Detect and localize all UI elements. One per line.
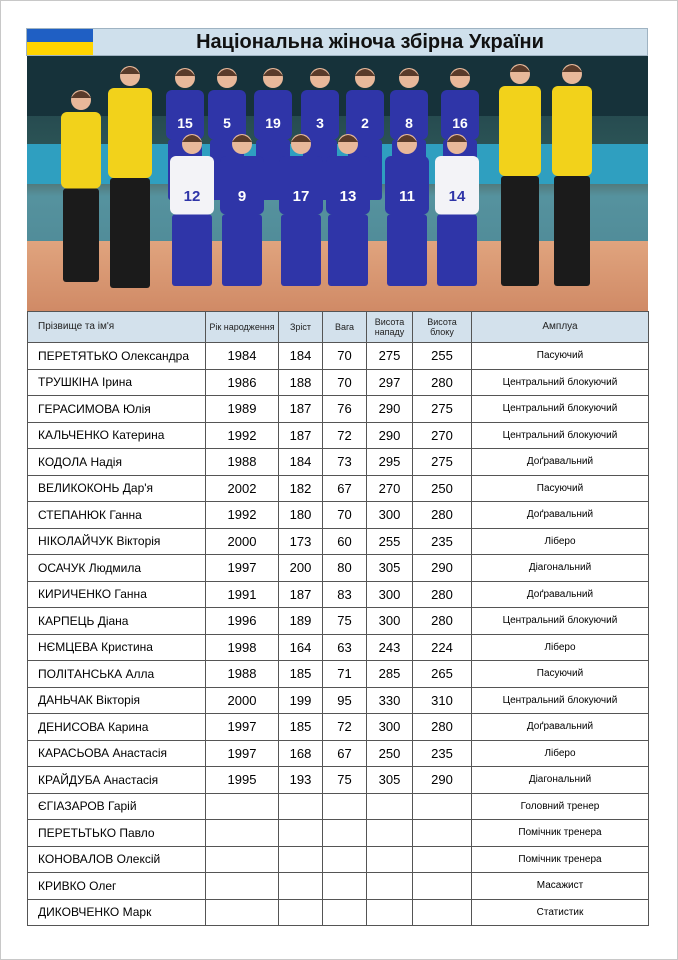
jersey-number: 3 <box>316 115 324 131</box>
header-height: Зріст <box>279 312 323 343</box>
cell-birth-year <box>206 820 279 847</box>
ukraine-flag-icon <box>27 29 93 55</box>
cell-weight: 75 <box>323 608 367 635</box>
front-row-player <box>170 134 214 286</box>
cell-attack-height <box>367 793 413 820</box>
table-row <box>28 422 649 449</box>
cell-block-height: 290 <box>413 555 472 582</box>
cell-block-height: 280 <box>413 714 472 741</box>
cell-weight: 71 <box>323 661 367 688</box>
cell-block-height <box>413 846 472 873</box>
cell-weight <box>323 846 367 873</box>
cell-block-height: 290 <box>413 767 472 794</box>
cell-block-height: 235 <box>413 740 472 767</box>
roster-table <box>27 311 649 926</box>
cell-role: Діагональний <box>472 555 649 582</box>
cell-block-height: 275 <box>413 449 472 476</box>
cell-block-height <box>413 793 472 820</box>
page-title: Національна жіноча збірна України <box>196 31 544 53</box>
cell-birth-year: 1998 <box>206 634 279 661</box>
table-row <box>28 634 649 661</box>
jersey-number: 15 <box>177 115 193 131</box>
cell-block-height: 280 <box>413 581 472 608</box>
cell-birth-year: 1995 <box>206 767 279 794</box>
header-block-height: Висота блоку <box>413 312 472 343</box>
table-row <box>28 846 649 873</box>
cell-name: КАЛЬЧЕНКО Катерина <box>28 422 206 449</box>
cell-height <box>279 793 323 820</box>
front-row-player <box>435 134 479 286</box>
cell-role: Масажист <box>472 873 649 900</box>
cell-block-height: 280 <box>413 608 472 635</box>
cell-weight: 73 <box>323 449 367 476</box>
cell-role: Пасуючий <box>472 343 649 370</box>
coach-figure <box>61 90 101 282</box>
cell-attack-height: 300 <box>367 581 413 608</box>
coach-figure <box>552 64 592 286</box>
table-row <box>28 475 649 502</box>
cell-block-height <box>413 873 472 900</box>
cell-attack-height: 330 <box>367 687 413 714</box>
cell-name: СТЕПАНЮК Ганна <box>28 502 206 529</box>
cell-name: ДИКОВЧЕНКО Марк <box>28 899 206 926</box>
cell-role: Пасуючий <box>472 661 649 688</box>
cell-name: ВЕЛИКОКОНЬ Дар'я <box>28 475 206 502</box>
cell-birth-year <box>206 899 279 926</box>
header-weight: Вага <box>323 312 367 343</box>
cell-weight <box>323 793 367 820</box>
cell-name: НІКОЛАЙЧУК Вікторія <box>28 528 206 555</box>
cell-weight: 67 <box>323 740 367 767</box>
jersey-number: 2 <box>361 115 369 131</box>
cell-role: Доґравальний <box>472 581 649 608</box>
table-row <box>28 873 649 900</box>
cell-name: ТРУШКІНА Ірина <box>28 369 206 396</box>
cell-height: 193 <box>279 767 323 794</box>
cell-height: 184 <box>279 449 323 476</box>
cell-height: 187 <box>279 396 323 423</box>
jersey-number: 16 <box>452 115 468 131</box>
cell-block-height: 255 <box>413 343 472 370</box>
cell-birth-year <box>206 846 279 873</box>
front-row-player <box>385 134 429 286</box>
cell-weight: 72 <box>323 714 367 741</box>
cell-height: 168 <box>279 740 323 767</box>
cell-height: 187 <box>279 581 323 608</box>
cell-role: Діагональний <box>472 767 649 794</box>
header-name: Прізвище та ім'я <box>28 312 206 343</box>
cell-role: Помічник тренера <box>472 846 649 873</box>
cell-name: КОДОЛА Надія <box>28 449 206 476</box>
table-row <box>28 528 649 555</box>
front-row-player <box>220 134 264 286</box>
cell-attack-height: 300 <box>367 714 413 741</box>
cell-role: Ліберо <box>472 634 649 661</box>
cell-role: Статистик <box>472 899 649 926</box>
cell-height <box>279 820 323 847</box>
table-row <box>28 767 649 794</box>
table-row <box>28 793 649 820</box>
cell-birth-year <box>206 793 279 820</box>
cell-height: 173 <box>279 528 323 555</box>
cell-name: НЄМЦЕВА Кристина <box>28 634 206 661</box>
cell-birth-year: 1992 <box>206 502 279 529</box>
cell-role: Ліберо <box>472 740 649 767</box>
cell-block-height <box>413 899 472 926</box>
cell-birth-year: 1991 <box>206 581 279 608</box>
cell-name: КИРИЧЕНКО Ганна <box>28 581 206 608</box>
cell-birth-year: 2000 <box>206 687 279 714</box>
cell-name: КРИВКО Олег <box>28 873 206 900</box>
table-row <box>28 740 649 767</box>
cell-role: Доґравальний <box>472 714 649 741</box>
cell-role: Центральний блокуючий <box>472 608 649 635</box>
cell-attack-height: 275 <box>367 343 413 370</box>
cell-name: КАРАСЬОВА Анастасія <box>28 740 206 767</box>
jersey-number: 5 <box>223 115 231 131</box>
cell-block-height: 250 <box>413 475 472 502</box>
cell-name: ОСАЧУК Людмила <box>28 555 206 582</box>
header-attack-height: Висота нападу <box>367 312 413 343</box>
cell-attack-height: 300 <box>367 608 413 635</box>
cell-role: Центральний блокуючий <box>472 687 649 714</box>
cell-name: КРАЙДУБА Анастасія <box>28 767 206 794</box>
cell-name: ПЕРЕТЯТЬКО Олександра <box>28 343 206 370</box>
cell-role: Доґравальний <box>472 502 649 529</box>
table-row <box>28 714 649 741</box>
cell-height: 200 <box>279 555 323 582</box>
cell-weight: 60 <box>323 528 367 555</box>
cell-attack-height: 295 <box>367 449 413 476</box>
cell-height: 189 <box>279 608 323 635</box>
table-row <box>28 608 649 635</box>
table-row <box>28 687 649 714</box>
cell-attack-height <box>367 846 413 873</box>
jersey-number: 17 <box>292 188 310 205</box>
cell-height <box>279 899 323 926</box>
jersey-number: 13 <box>339 188 357 205</box>
table-row <box>28 661 649 688</box>
cell-block-height: 310 <box>413 687 472 714</box>
table-row <box>28 396 649 423</box>
cell-birth-year: 1989 <box>206 396 279 423</box>
cell-role: Центральний блокуючий <box>472 369 649 396</box>
cell-attack-height: 270 <box>367 475 413 502</box>
cell-block-height: 235 <box>413 528 472 555</box>
cell-name: КАРПЕЦЬ Діана <box>28 608 206 635</box>
cell-birth-year: 2000 <box>206 528 279 555</box>
cell-attack-height: 297 <box>367 369 413 396</box>
coach-figure <box>499 64 541 286</box>
cell-weight: 70 <box>323 502 367 529</box>
cell-birth-year: 1996 <box>206 608 279 635</box>
team-photo <box>27 56 648 311</box>
cell-height: 182 <box>279 475 323 502</box>
table-row <box>28 555 649 582</box>
cell-attack-height: 243 <box>367 634 413 661</box>
table-row <box>28 820 649 847</box>
cell-birth-year: 1997 <box>206 714 279 741</box>
cell-birth-year: 1992 <box>206 422 279 449</box>
jersey-number: 11 <box>399 188 415 205</box>
cell-block-height: 224 <box>413 634 472 661</box>
cell-weight <box>323 820 367 847</box>
cell-block-height: 270 <box>413 422 472 449</box>
jersey-number: 8 <box>405 115 413 131</box>
table-row <box>28 343 649 370</box>
jersey-number: 9 <box>237 188 247 205</box>
jersey-number: 12 <box>183 188 201 205</box>
table-header-row <box>28 312 649 343</box>
cell-name: ЄГІАЗАРОВ Гарій <box>28 793 206 820</box>
cell-name: ДЕНИСОВА Карина <box>28 714 206 741</box>
header-role: Амплуа <box>472 312 649 343</box>
cell-height: 164 <box>279 634 323 661</box>
cell-birth-year: 1988 <box>206 661 279 688</box>
cell-height: 185 <box>279 661 323 688</box>
cell-role: Пасуючий <box>472 475 649 502</box>
cell-block-height: 275 <box>413 396 472 423</box>
cell-attack-height: 250 <box>367 740 413 767</box>
cell-block-height: 280 <box>413 369 472 396</box>
cell-weight: 80 <box>323 555 367 582</box>
front-row-player <box>279 134 323 286</box>
cell-weight: 63 <box>323 634 367 661</box>
cell-weight: 83 <box>323 581 367 608</box>
cell-name: ПОЛІТАНСЬКА Алла <box>28 661 206 688</box>
cell-height: 188 <box>279 369 323 396</box>
cell-attack-height <box>367 873 413 900</box>
table-row <box>28 581 649 608</box>
cell-height: 187 <box>279 422 323 449</box>
cell-name: ГЕРАСИМОВА Юлія <box>28 396 206 423</box>
cell-attack-height <box>367 899 413 926</box>
cell-height <box>279 873 323 900</box>
cell-name: КОНОВАЛОВ Олексій <box>28 846 206 873</box>
cell-birth-year: 1997 <box>206 740 279 767</box>
cell-role: Помічник тренера <box>472 820 649 847</box>
cell-birth-year <box>206 873 279 900</box>
cell-birth-year: 2002 <box>206 475 279 502</box>
cell-weight: 72 <box>323 422 367 449</box>
cell-birth-year: 1988 <box>206 449 279 476</box>
cell-height: 199 <box>279 687 323 714</box>
cell-birth-year: 1986 <box>206 369 279 396</box>
cell-height: 180 <box>279 502 323 529</box>
cell-name: ДАНЬЧАК Вікторія <box>28 687 206 714</box>
cell-height: 185 <box>279 714 323 741</box>
jersey-number: 14 <box>448 188 466 205</box>
cell-attack-height: 255 <box>367 528 413 555</box>
cell-attack-height: 290 <box>367 396 413 423</box>
cell-block-height <box>413 820 472 847</box>
cell-weight: 95 <box>323 687 367 714</box>
cell-birth-year: 1984 <box>206 343 279 370</box>
table-row <box>28 369 649 396</box>
table-row <box>28 449 649 476</box>
front-row-player <box>326 134 370 286</box>
cell-weight: 75 <box>323 767 367 794</box>
cell-height <box>279 846 323 873</box>
jersey-number: 19 <box>265 115 281 131</box>
page-header <box>26 28 648 56</box>
cell-attack-height: 285 <box>367 661 413 688</box>
cell-role: Головний тренер <box>472 793 649 820</box>
cell-weight <box>323 899 367 926</box>
cell-role: Центральний блокуючий <box>472 396 649 423</box>
cell-weight: 76 <box>323 396 367 423</box>
cell-weight: 70 <box>323 343 367 370</box>
cell-role: Ліберо <box>472 528 649 555</box>
cell-attack-height: 305 <box>367 767 413 794</box>
cell-weight: 70 <box>323 369 367 396</box>
cell-height: 184 <box>279 343 323 370</box>
cell-attack-height: 300 <box>367 502 413 529</box>
coach-figure <box>108 66 152 288</box>
cell-weight: 67 <box>323 475 367 502</box>
header-birth-year: Рік народження <box>206 312 279 343</box>
table-row <box>28 899 649 926</box>
table-row <box>28 502 649 529</box>
cell-role: Доґравальний <box>472 449 649 476</box>
cell-attack-height: 290 <box>367 422 413 449</box>
cell-block-height: 280 <box>413 502 472 529</box>
cell-attack-height <box>367 820 413 847</box>
cell-attack-height: 305 <box>367 555 413 582</box>
cell-weight <box>323 873 367 900</box>
cell-role: Центральний блокуючий <box>472 422 649 449</box>
cell-name: ПЕРЕТЬТЬКО Павло <box>28 820 206 847</box>
cell-birth-year: 1997 <box>206 555 279 582</box>
cell-block-height: 265 <box>413 661 472 688</box>
